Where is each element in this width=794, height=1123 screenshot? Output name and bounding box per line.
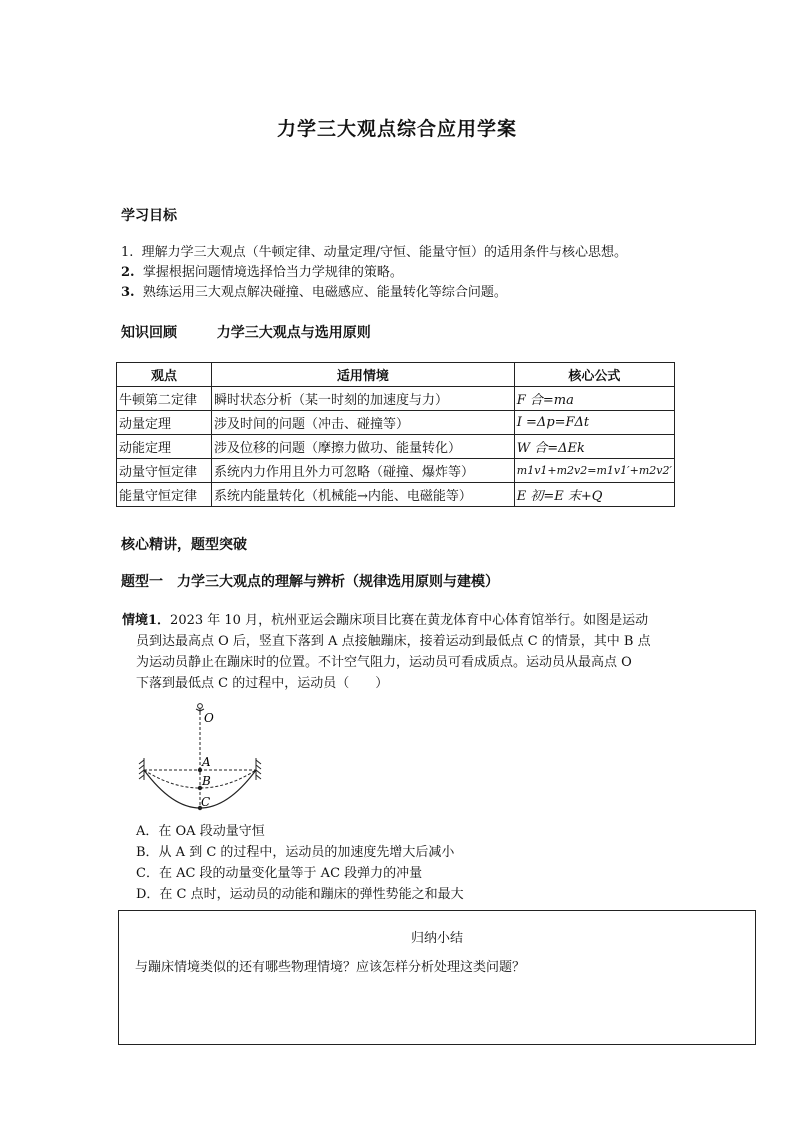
table-row: [117, 411, 675, 435]
question-line: 下落到最低点 C 的过程中，运动员（ ）: [136, 676, 389, 691]
table-cell: 系统内能量转化（机械能→内能、电磁能等）: [211, 483, 514, 507]
objective-num: 2.: [121, 265, 135, 280]
table-cell: 牛顿第二定律: [117, 387, 212, 411]
table-row: [117, 459, 675, 483]
formula-cell: m1v1+m2v2=m1v1′+m2v2′: [514, 459, 674, 483]
objective-item-1: [121, 243, 627, 263]
table-row: [117, 483, 675, 507]
objective-text: 理解力学三大观点（牛顿定律、动量定理/守恒、能量守恒）的适用条件与核心思想。: [141, 245, 628, 260]
label-b: B: [202, 774, 211, 788]
label-a: A: [202, 755, 211, 769]
label-c: C: [201, 795, 211, 809]
question-text: 2023 年 10 月，杭州亚运会蹦床项目比赛在黄龙体育中心体育馆举行。如图是运动: [170, 613, 649, 628]
table-cell: 动量守恒定律: [117, 459, 212, 483]
question-paragraph: [122, 610, 677, 694]
formula-cell: E 初=E 末+Q: [514, 483, 674, 507]
left-support: [139, 758, 144, 780]
review-label: 知识回顾: [121, 325, 177, 341]
type-heading: 题型一 力学三大观点的理解与辨析（规律选用原则与建模）: [121, 574, 499, 590]
core-heading: 核心精讲，题型突破: [121, 537, 247, 553]
summary-question: 与蹦床情境类似的还有哪些物理情境？应该怎样分析处理这类问题？: [135, 960, 526, 975]
table-cell: 动量定理: [117, 411, 212, 435]
option-c: C．在 AC 段的动量变化量等于 AC 段弹力的冲量: [136, 866, 423, 881]
table-header-row: [117, 363, 675, 387]
question-label: 情境1．: [122, 613, 171, 628]
objective-item-2: [121, 263, 403, 283]
label-o: O: [204, 711, 214, 725]
table-header-cell: 适用情境: [211, 363, 514, 387]
question-line: 员到达最高点 O 后，竖直下落到 A 点接触蹦床，接着运动到最低点 C 的情景，其中 B 点: [136, 634, 651, 649]
table-header-cell: 核心公式: [514, 363, 674, 387]
question-line: [122, 610, 677, 631]
objectives-heading: 学习目标: [121, 208, 177, 224]
table-cell: 动能定理: [117, 435, 212, 459]
summary-box: [118, 910, 756, 1045]
table-row: [117, 387, 675, 411]
objective-text: 熟练运用三大观点解决碰撞、电磁感应、能量转化等综合问题。: [142, 285, 507, 300]
table-cell: 涉及位移的问题（摩擦力做功、能量转化）: [211, 435, 514, 459]
table-cell: 系统内力作用且外力可忽略（碰撞、爆炸等）: [211, 459, 514, 483]
right-support: [256, 758, 261, 780]
option-a: A．在 OA 段动量守恒: [136, 824, 265, 839]
objective-item-3: [121, 283, 507, 303]
review-heading: [121, 322, 371, 342]
table-cell: 瞬时状态分析（某一时刻的加速度与力）: [211, 387, 514, 411]
page-title: 力学三大观点综合应用学案: [276, 118, 517, 140]
objective-text: 掌握根据问题情境选择恰当力学规律的策略。: [142, 265, 403, 280]
question-line: 为运动员静止在蹦床时的位置。不计空气阻力，运动员可看成质点。运动员从最高点 O: [136, 655, 632, 670]
summary-title: 归纳小结: [410, 931, 463, 946]
athlete-icon: [196, 704, 204, 715]
option-b: B．从 A 到 C 的过程中，运动员的加速度先增大后减小: [136, 845, 455, 860]
objective-num: 1.: [121, 245, 134, 260]
knowledge-table: [116, 362, 675, 507]
formula-cell: F 合=ma: [514, 387, 674, 411]
trampoline-figure: [134, 700, 274, 818]
table-header-cell: 观点: [117, 363, 212, 387]
table-row: [117, 435, 675, 459]
table-cell: 能量守恒定律: [117, 483, 212, 507]
formula-cell: W 合=ΔEk: [514, 435, 674, 459]
table-cell: 涉及时间的问题（冲击、碰撞等）: [211, 411, 514, 435]
review-subheading: 力学三大观点与选用原则: [216, 325, 371, 341]
option-d: D．在 C 点时，运动员的动能和蹦床的弹性势能之和最大: [136, 887, 464, 902]
objective-num: 3.: [121, 285, 135, 300]
formula-cell: I =Δp=FΔt: [514, 411, 674, 435]
